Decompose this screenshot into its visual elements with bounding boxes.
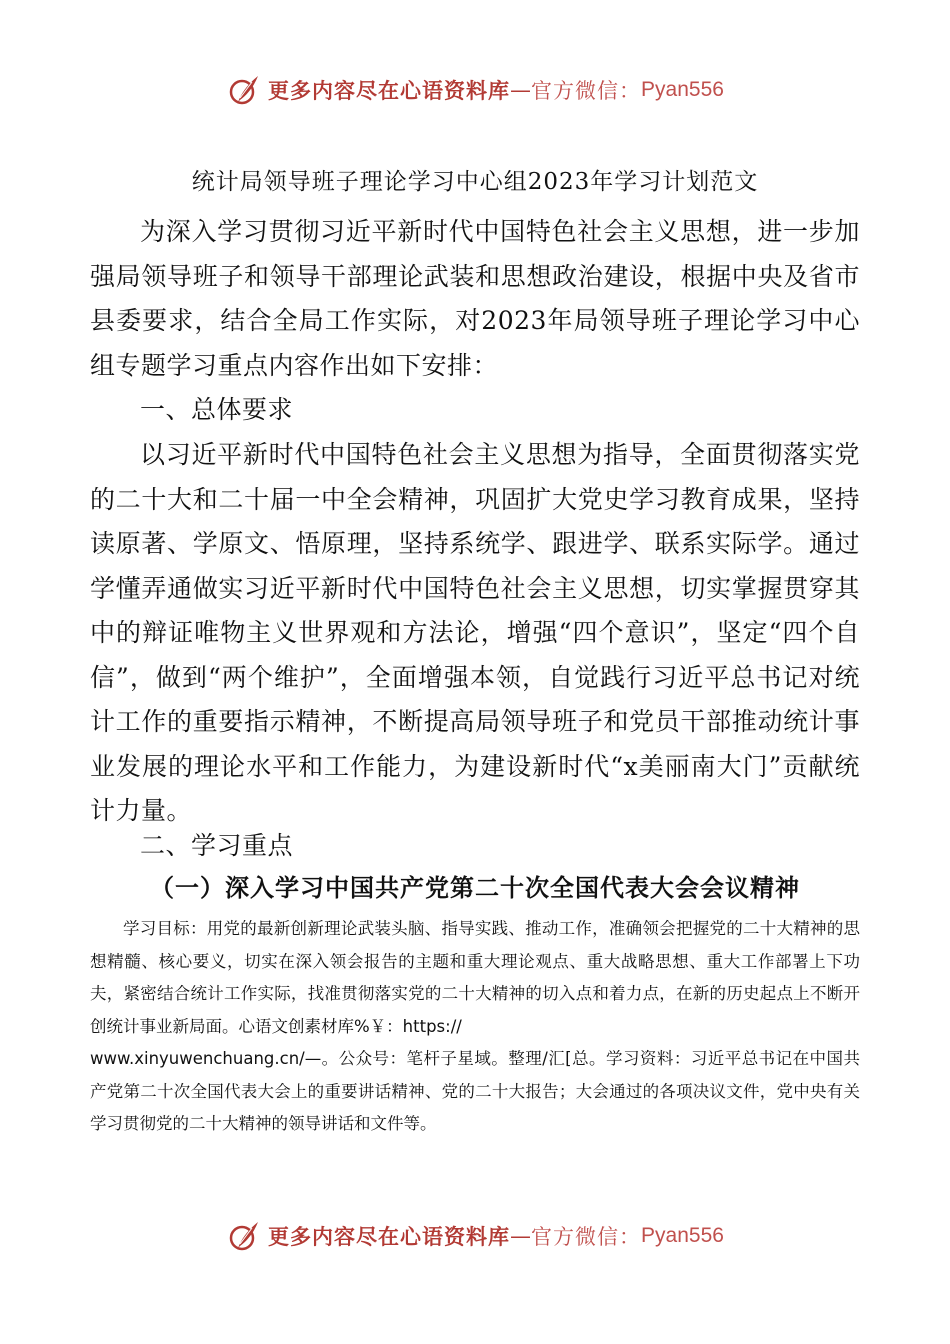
banner-dash: — [510, 78, 532, 102]
footer-banner [0, 1218, 950, 1254]
subsection-1-paragraph [90, 913, 860, 1141]
banner-sub-text: 官方微信： [531, 79, 642, 103]
header-banner [0, 72, 950, 108]
feather-quill-icon [226, 1218, 262, 1254]
banner-main-text: 更多内容尽在心语资料库 [268, 1225, 511, 1249]
intro-paragraph: 为深入学习贯彻习近平新时代中国特色社会主义思想，进一步加强局领导班子和领导干部理论武装和思想政治建设，根据中央及省市县委要求，结合全局工作实际，对2023年局领导班子理论学习中心组专题学习重点内容作出如下安排： [90, 217, 860, 380]
subsection-1-heading: （一）深入学习中国共产党第二十次全国代表大会会议精神 [150, 874, 800, 902]
banner-dash: — [510, 1224, 532, 1248]
banner-sub-text: 官方微信： [531, 1225, 642, 1249]
banner-wechat-id: Pyan556 [641, 1224, 724, 1247]
subsection-1-text-part-a: 学习目标：用党的最新创新理论武装头脑、指导实践、推动工作，准确领会把握党的二十大精神的思想精髓、核心要义，切实在深入领会报告的主题和重大理论观点、重大战略思想、重大工作部署上下功夫，紧密结合统计工作实际，找准贯彻落实党的二十大精神的切入点和着力点，在新的历史起点上不断开创统计事业新局面。心语文创素材库%￥：https:// [90, 919, 860, 1036]
section-2-heading: 二、学习重点 [140, 831, 294, 860]
section-1-paragraph: 以习近平新时代中国特色社会主义思想为指导，全面贯彻落实党的二十大和二十届一中全会精神，巩固扩大党史学习教育成果，坚持读原著、学原文、悟原理，坚持系统学、跟进学、联系实际学。通过学懂弄通做实习近平新时代中国特色社会主义思想，切实掌握贯穿其中的辩证唯物主义世界观和方法论，增强“四个意识”，坚定“四个自信”，做到“两个维护”，全面增强本领，自觉践行习近平总书记对统计工作的重要指示精神，不断提高局领导班子和党员干部推动统计事业发展的理论水平和工作能力，为建设新时代“x美丽南大门”贡献统计力量。 [90, 440, 860, 825]
banner-main-text: 更多内容尽在心语资料库 [268, 79, 511, 103]
section-1-heading: 一、总体要求 [140, 395, 294, 424]
banner-wechat-id: Pyan556 [641, 78, 724, 101]
subsection-1-text-part-b: www.xinyuwenchuang.cn/—。公众号：笔杆子星域。整理/汇[总。学习资料：习近平总书记在中国共产党第二十次全国代表大会上的重要讲话精神、党的二十大报告；大会通过的各项决议文件，党中央有关学习贯彻党的二十大精神的领导讲话和文件等。 [90, 1049, 860, 1133]
feather-quill-icon [226, 72, 262, 108]
document-title: 统计局领导班子理论学习中心组2023年学习计划范文 [191, 169, 759, 195]
